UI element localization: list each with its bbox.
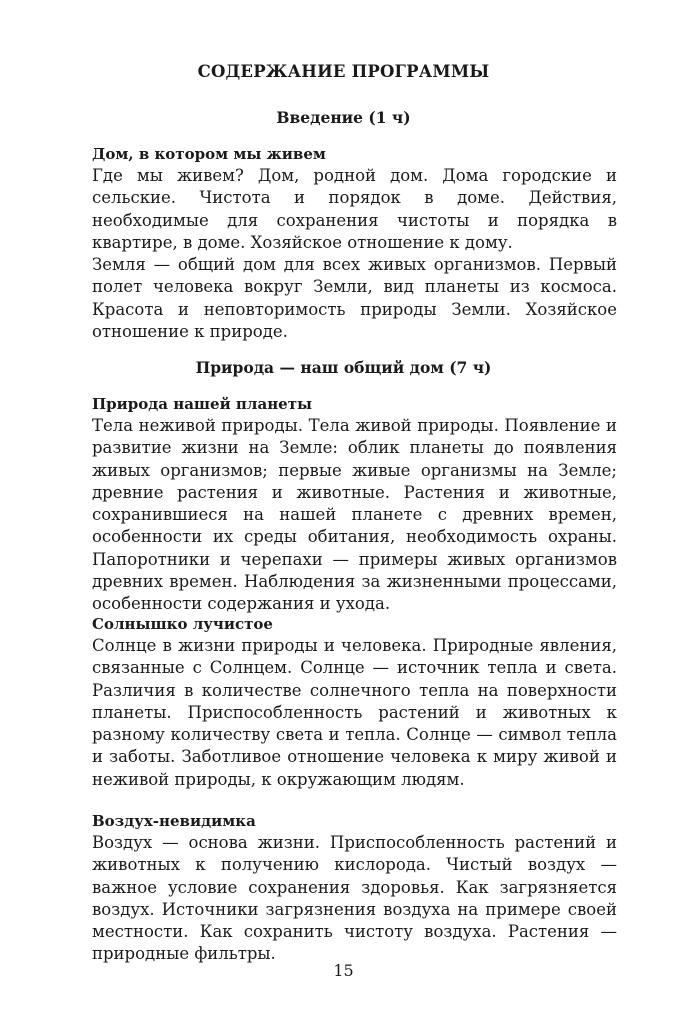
section-heading-introduction: Введение (1 ч) — [276, 108, 411, 127]
topic-title: Воздух-невидимка — [92, 812, 256, 830]
topic-block-planet — [92, 393, 617, 616]
paragraph: Воздух — основа жизни. Приспособленность растений и животных к получению кислорода. Чистый воздух — важное условие сохранения здоровья. Как загрязняется воздух. Источники загрязнения воздуха на примере своей местности. Как сохранить чистоту воздуха. Растения — природные фильтры. — [92, 833, 617, 964]
paragraph: Земля — общий дом для всех живых организмов. Первый полет человека вокруг Земли, вид планеты из космоса. Красота и неповторимость природы Земли. Хозяйское отношение к природе. — [92, 255, 617, 342]
topic-title: Дом, в котором мы живем — [92, 145, 326, 163]
topic-body — [92, 832, 617, 966]
topic-body — [92, 415, 617, 616]
topic-title: Природа нашей планеты — [92, 395, 313, 413]
topic-block-home — [92, 143, 617, 343]
topic-title: Солнышко лучистое — [92, 615, 273, 633]
paragraph: Тела неживой природы. Тела живой природы. Появление и развитие жизни на Земле: облик планеты до появления живых организмов; первые живые организмы на Земле; древние растения и животные. Растения и животные, сохранившиеся на нашей планете с древних времен, особенности их среды обитания, необходимость охраны. Папоротники и черепахи — примеры живых организмов древних времен. Наблюдения за жизненными процессами, особенности содержания и ухода. — [92, 416, 617, 614]
page-title: СОДЕРЖАНИЕ ПРОГРАММЫ — [197, 62, 490, 81]
paragraph: Где мы живем? Дом, родной дом. Дома городские и сельские. Чистота и порядок в доме. Действия, необходимые для сохранения чистоты и порядка в квартире, в доме. Хозяйское отношение к дому. — [92, 166, 617, 252]
topic-block-sun — [92, 613, 617, 791]
topic-body — [92, 635, 617, 791]
topic-block-air — [92, 810, 617, 966]
page-number: 15 — [333, 961, 354, 980]
paragraph: Солнце в жизни природы и человека. Природные явления, связанные с Солнцем. Солнце — источник тепла и света. Различия в количестве солнечного тепла на поверхности планеты. Приспособленность растений и животных к разному количеству света и тепла. Солнце — символ тепла и заботы. Заботливое отношение человека к миру живой и неживой природы, к окружающим людям. — [92, 636, 617, 789]
topic-body — [92, 165, 617, 343]
section-heading-nature: Природа — наш общий дом (7 ч) — [195, 358, 492, 377]
